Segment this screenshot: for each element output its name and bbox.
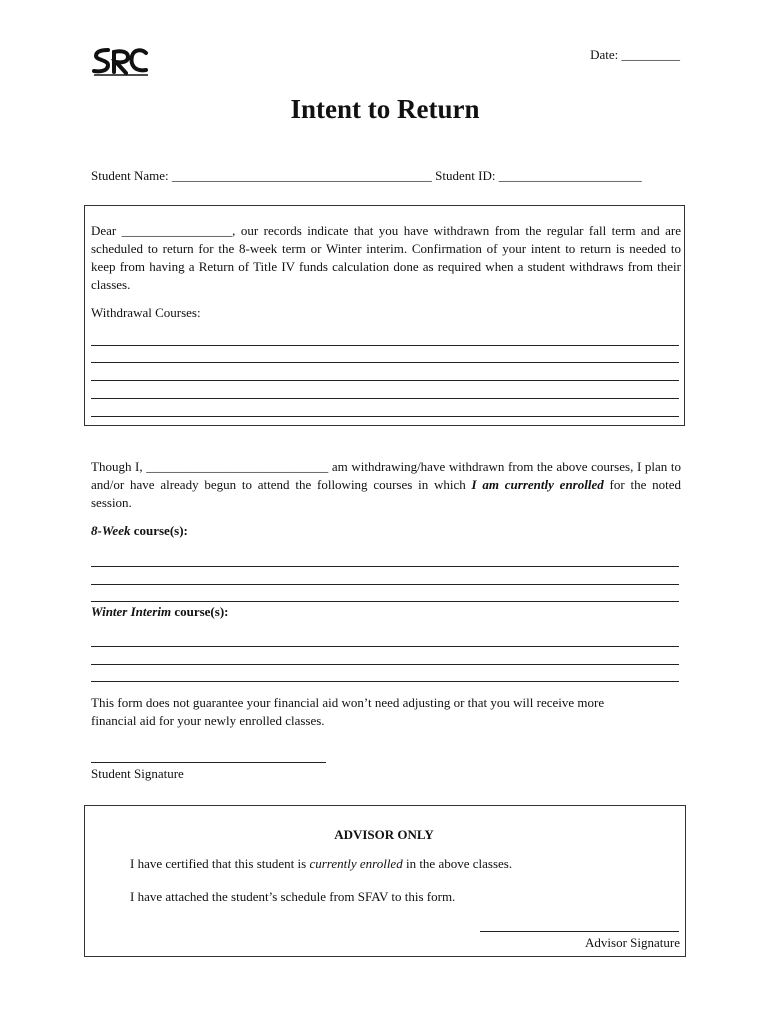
winter-interim-heading	[91, 604, 228, 620]
advisor-schedule-text: I have attached the student’s schedule from SFAV to this form.	[130, 889, 456, 904]
advisor-line1-end: in the above classes.	[402, 856, 513, 871]
advisor-line1-start: I have certified that this student is	[130, 856, 310, 871]
advisor-signature-line[interactable]	[480, 931, 679, 932]
eight-week-heading	[91, 523, 188, 539]
form-title: Intent to Return	[290, 94, 480, 124]
eight-week-course-line[interactable]	[91, 601, 679, 602]
withdrawal-course-line[interactable]	[91, 416, 679, 417]
winter-course-line[interactable]	[91, 646, 679, 647]
student-info-row	[91, 168, 642, 184]
intent-statement	[91, 458, 681, 512]
advisor-line1-italic: currently enrolled	[309, 856, 403, 871]
withdrawal-course-line[interactable]	[91, 345, 679, 346]
winter-course-line[interactable]	[91, 664, 679, 665]
student-name-field[interactable]: Student Name: ________________________________________	[91, 168, 432, 183]
advisor-signature-label: Advisor Signature	[585, 935, 680, 950]
eight-week-label: 8-Week	[91, 523, 131, 538]
withdrawal-course-line[interactable]	[91, 398, 679, 399]
withdrawal-courses-label: Withdrawal Courses:	[91, 305, 201, 320]
intent-text: Though I, ____________________________ am withdrawing/have withdrawn from the above courses, I plan to and/or have already begun to attend the following courses in which	[91, 459, 681, 492]
student-id-field[interactable]: Student ID: ______________________	[435, 168, 642, 183]
intent-text-end: for the noted session.	[91, 477, 681, 510]
notice-text: Dear _________________, our records indicate that you have withdrawn from the regular fall term and are scheduled to return for the 8-week term or Winter interim. Confirmation of your intent to return is needed to keep from having a Return of Title IV funds calculation done as required when a student withdraws from their classes.	[91, 223, 681, 292]
college-logo	[92, 44, 150, 80]
winter-interim-suffix: course(s):	[171, 604, 229, 619]
winter-course-line[interactable]	[91, 681, 679, 682]
eight-week-course-line[interactable]	[91, 584, 679, 585]
advisor-title: ADVISOR ONLY	[334, 827, 434, 842]
eight-week-suffix: course(s):	[130, 523, 188, 538]
date-field[interactable]: Date: _________	[590, 47, 680, 62]
withdrawal-course-line[interactable]	[91, 380, 679, 381]
withdrawal-course-line[interactable]	[91, 362, 679, 363]
student-signature-line[interactable]	[91, 762, 326, 763]
disclaimer-text: This form does not guarantee your financial aid won’t need adjusting or that you will receive more financial aid for your newly enrolled classes.	[91, 695, 605, 728]
src-logo-icon	[92, 44, 150, 80]
winter-interim-label: Winter Interim	[91, 604, 172, 619]
eight-week-course-line[interactable]	[91, 566, 679, 567]
student-signature-label: Student Signature	[91, 766, 184, 781]
intent-emphasis: I am currently enrolled	[471, 477, 604, 492]
advisor-certification-text	[130, 856, 512, 872]
